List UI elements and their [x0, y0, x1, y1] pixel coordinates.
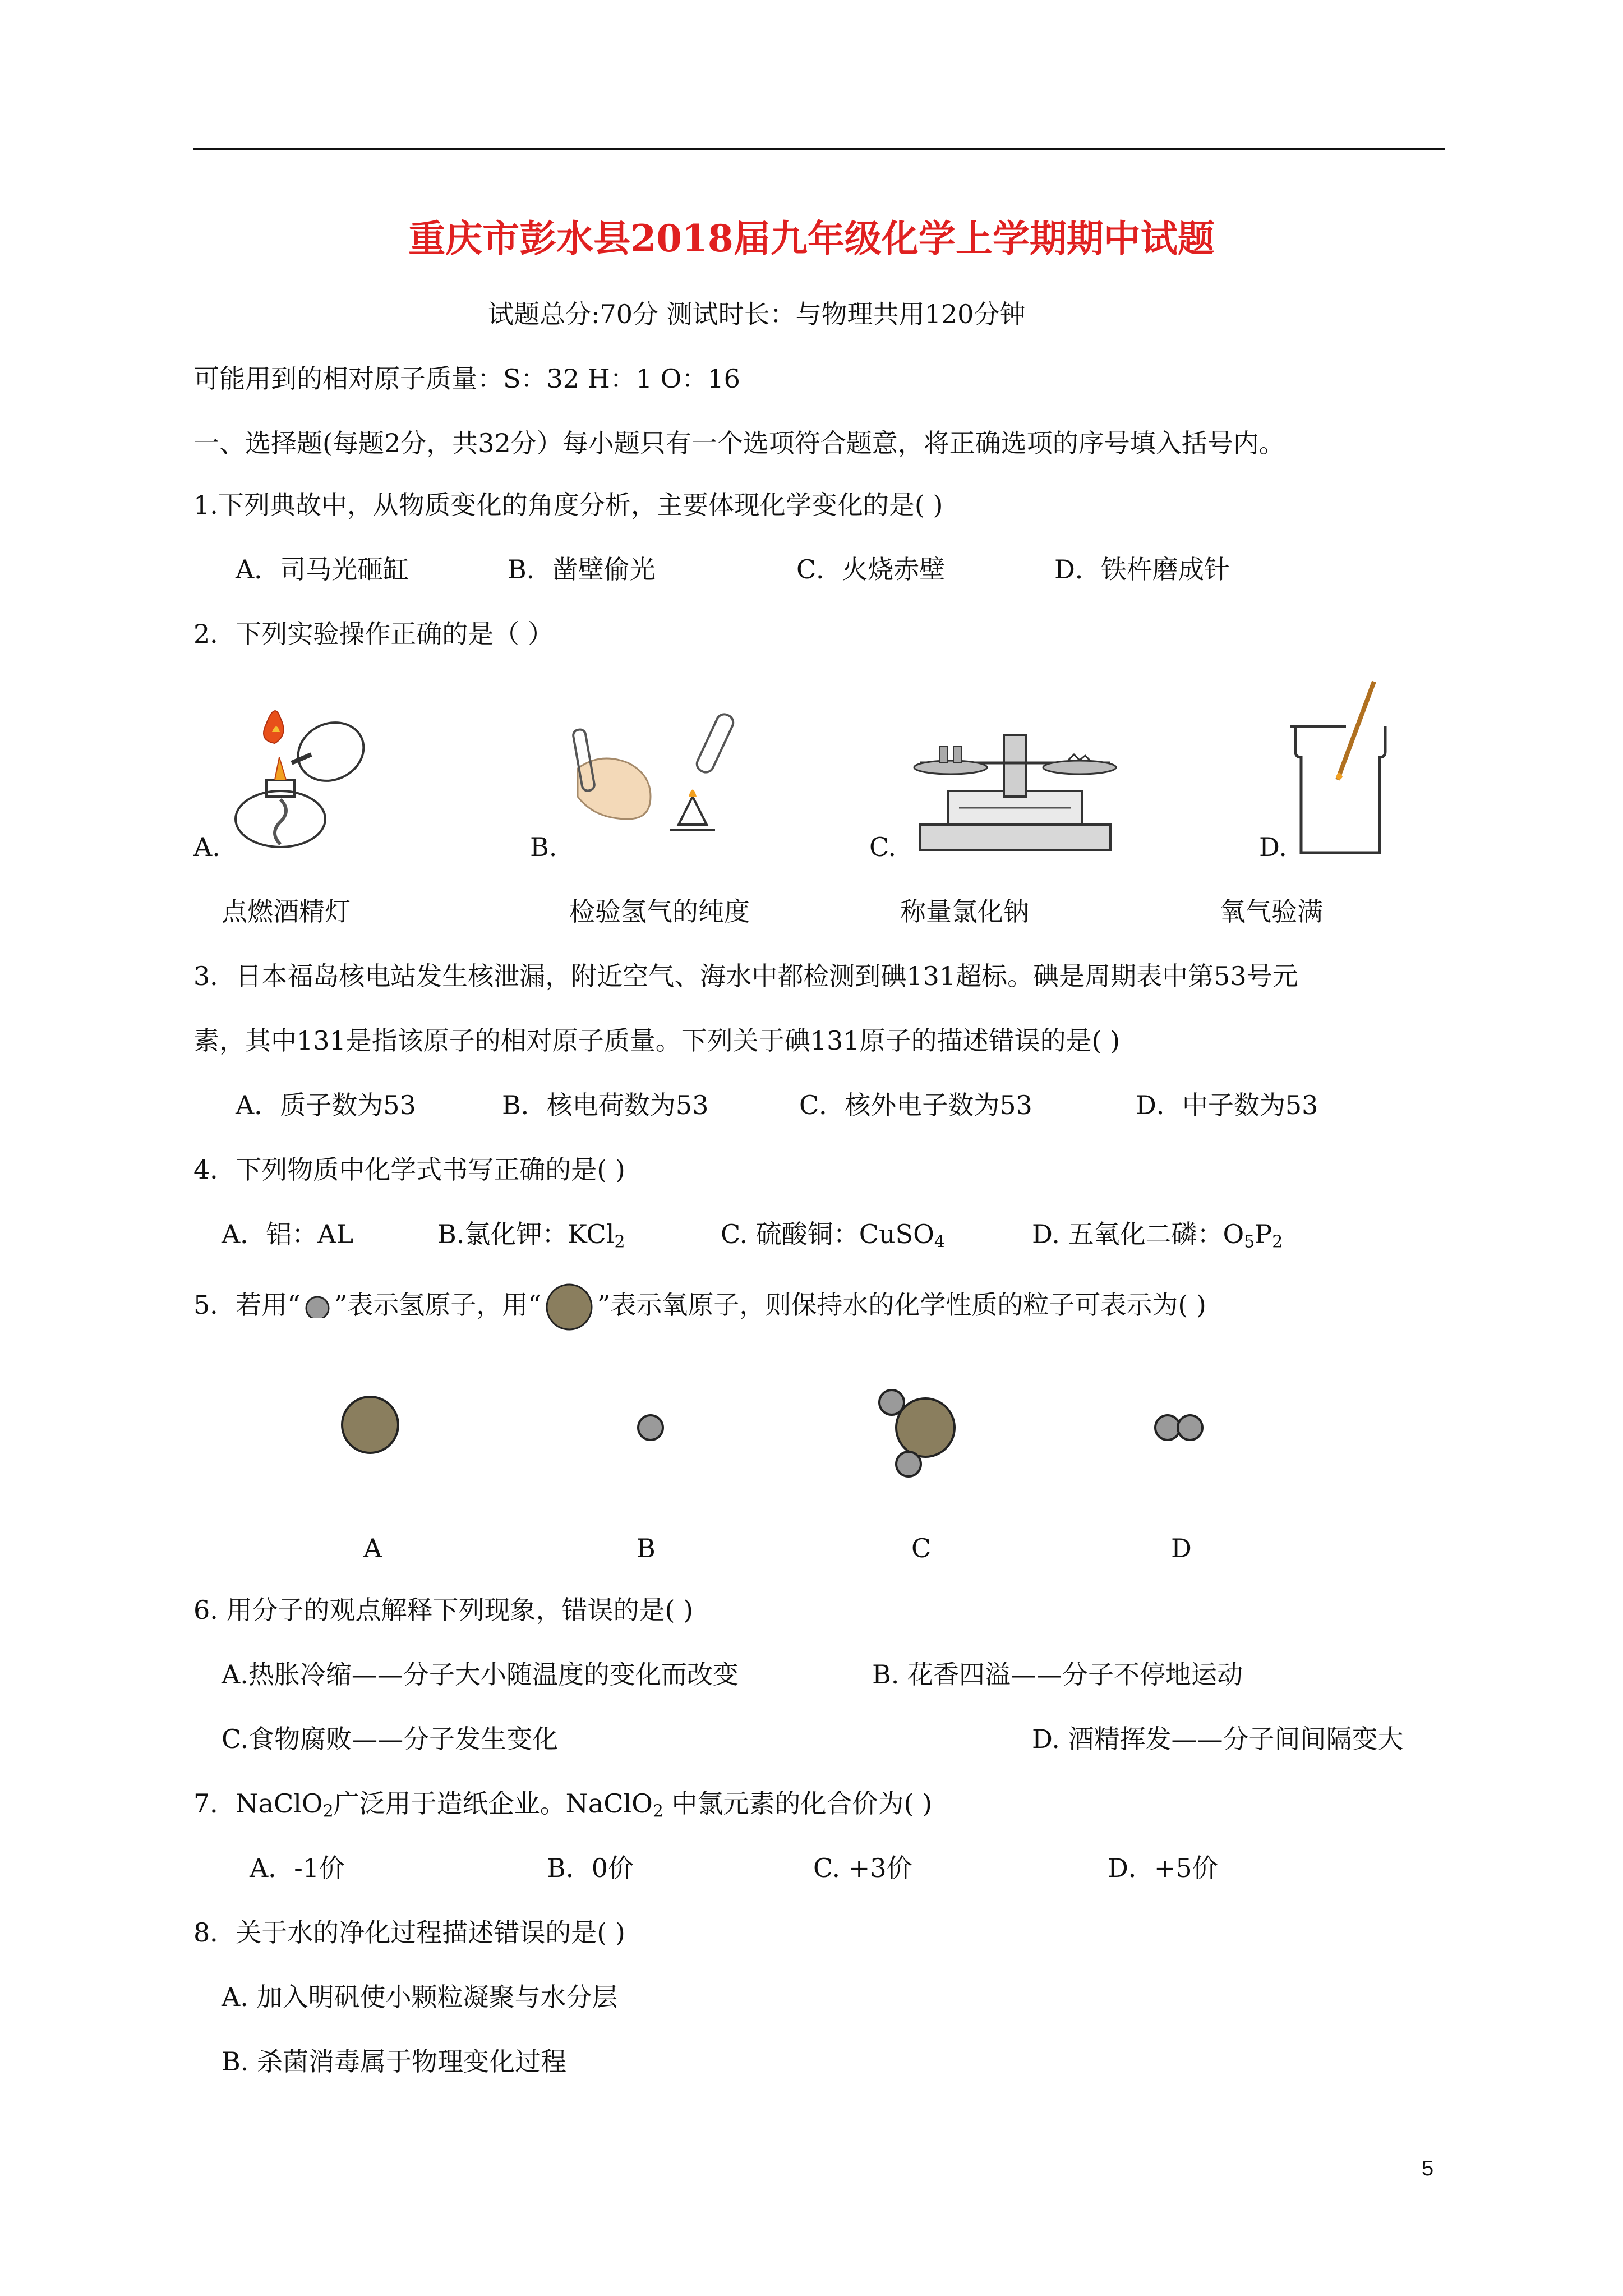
q2-caption-c: 称量氯化钠 [900, 896, 1029, 927]
question-5-stem: 5．若用“ ”表示氢原子，用“ ”表示氧原子，则保持水的化学性质的粒子可表示为( ) [193, 1282, 1206, 1332]
q8-option-a: A. 加入明矾使小颗粒凝聚与水分层 [222, 1982, 618, 2012]
q1-option-a: A．司马光砸缸 [236, 554, 409, 585]
q2-caption-d: 氧气验满 [1220, 896, 1323, 927]
q1-option-b: B．凿壁偷光 [508, 554, 656, 585]
oxygen-full-test-figure [1284, 679, 1391, 858]
q7-option-a: A．-1价 [250, 1853, 345, 1883]
q1-option-c: C．火烧赤壁 [796, 554, 946, 585]
atomic-masses: 可能用到的相对原子质量：S：32 H：1 O：16 [193, 364, 740, 394]
question-3-stem-line2: 素，其中131是指该原子的相对原子质量。下列关于碘131原子的描述错误的是( ) [193, 1025, 1121, 1056]
q7-option-d: D．+5价 [1108, 1853, 1218, 1883]
q1-option-d: D．铁杵磨成针 [1054, 554, 1230, 585]
question-3-stem-line1: 3．日本福岛核电站发生核泄漏，附近空气、海水中都检测到碘131超标。碘是周期表中第53号元 [193, 961, 1298, 991]
q7-option-b: B．0价 [547, 1853, 634, 1883]
hydrogen-purity-test-figure [572, 712, 740, 853]
q4-option-c: C. 硫酸铜：CuSO$_4$ [721, 1219, 945, 1252]
question-7-stem: 7．NaClO$_2$广泛用于造纸企业。NaClO$_2$ 中氯元素的化合价为( ) [193, 1788, 933, 1821]
q3-option-c: C．核外电子数为53 [799, 1090, 1032, 1120]
page-title: 重庆市彭水县2018届九年级化学上学期期中试题 [408, 217, 1215, 260]
top-rule [193, 148, 1445, 150]
question-6-stem: 6. 用分子的观点解释下列现象，错误的是( ) [193, 1595, 694, 1625]
question-2-stem: 2．下列实验操作正确的是（ ） [193, 619, 554, 649]
q3-option-a: A．质子数为53 [236, 1090, 416, 1120]
question-4-stem: 4．下列物质中化学式书写正确的是( ) [193, 1154, 625, 1185]
q5-letter-a: A [363, 1533, 382, 1563]
q2-figure-b-letter: B. [530, 832, 557, 862]
section-heading: 一、选择题(每题2分，共32分）每小题只有一个选项符合题意，将正确选项的序号填入括号内。 [193, 428, 1285, 458]
q4-option-b: B.氯化钾：KCl$_2$ [437, 1219, 625, 1252]
q6-option-d: D. 酒精挥发——分子间间隔变大 [1032, 1724, 1404, 1754]
q6-option-b: B. 花香四溢——分子不停地运动 [872, 1659, 1243, 1690]
q2-figure-c-letter: C. [869, 832, 897, 862]
q2-figure-a-letter: A. [193, 832, 220, 862]
q7-option-c: C. +3价 [813, 1853, 912, 1883]
page-number: 5 [1422, 2157, 1434, 2180]
q6-option-c: C.食物腐败——分子发生变化 [222, 1724, 559, 1754]
q5-option-c-water-molecule [875, 1386, 970, 1481]
oxygen-atom-icon [541, 1282, 597, 1332]
exam-info: 试题总分:70分 测试时长：与物理共用120分钟 [488, 299, 1026, 329]
q4-option-d: D. 五氧化二磷：$O_5P_2$ [1032, 1219, 1283, 1252]
q5-option-d-hydrogen-molecule [1150, 1411, 1211, 1444]
alcohol-lamp-lighting-figure [213, 701, 387, 853]
q5-letter-b: B [637, 1533, 656, 1563]
q3-option-d: D．中子数为53 [1136, 1090, 1318, 1120]
balance-scale-figure [909, 729, 1122, 858]
q5-letter-c: C [911, 1533, 932, 1563]
q2-caption-b: 检验氢气的纯度 [569, 896, 750, 927]
q8-option-b: B. 杀菌消毒属于物理变化过程 [222, 2046, 567, 2077]
hydrogen-atom-icon [301, 1296, 334, 1318]
question-8-stem: 8．关于水的净化过程描述错误的是( ) [193, 1917, 625, 1948]
q2-figure-d-letter: D. [1259, 832, 1287, 862]
q6-option-a: A.热胀冷缩——分子大小随温度的变化而改变 [222, 1659, 739, 1690]
q4-option-a: A．铝：AL [222, 1219, 353, 1249]
q2-caption-a: 点燃酒精灯 [222, 896, 351, 927]
q5-letter-d: D [1171, 1533, 1192, 1563]
q3-option-b: B．核电荷数为53 [502, 1090, 709, 1120]
question-1-stem: 1.下列典故中，从物质变化的角度分析，主要体现化学变化的是( ) [193, 490, 943, 520]
q5-option-b-hydrogen-atom [634, 1411, 667, 1444]
q5-option-a-oxygen-atom [336, 1391, 404, 1458]
